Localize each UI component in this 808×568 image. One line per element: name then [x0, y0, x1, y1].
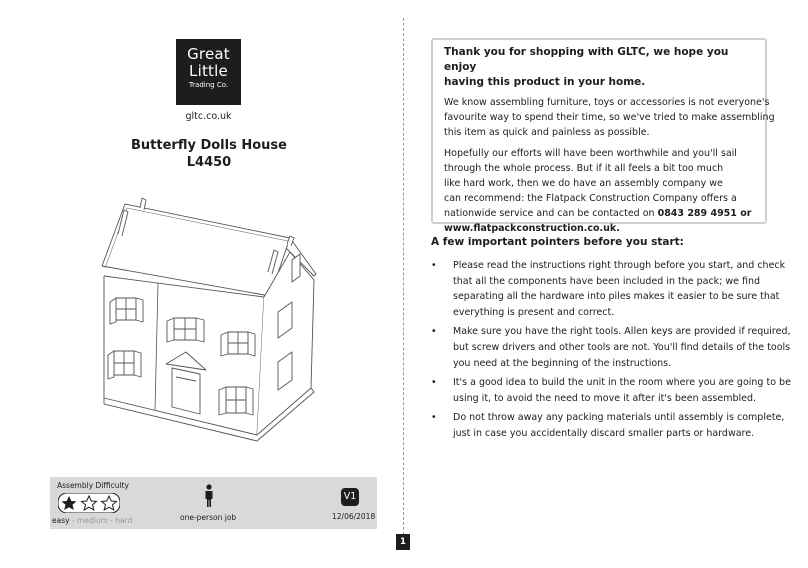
scale-easy: easy	[52, 516, 70, 525]
one-person-label: one-person job	[180, 513, 237, 522]
dolls-house-illustration	[92, 192, 320, 442]
document-date: 12/06/2018	[332, 512, 376, 521]
bullet-icon: •	[431, 412, 437, 424]
paragraph-line: can recommend: the Flatpack Construction Company offers a	[444, 193, 737, 204]
paragraph-line: We know assembling furniture, toys or accessories is not everyone's	[444, 97, 770, 108]
thank-you-heading	[444, 45, 756, 90]
assembly-url[interactable]: www.flatpackconstruction.co.uk.	[444, 223, 620, 234]
paragraph-line: Hopefully our efforts will have been worthwhile and you'll sail	[444, 148, 737, 159]
pointer-line: just in case you accidentally discard smaller parts or hardware.	[453, 427, 755, 439]
thank-you-paragraph	[444, 95, 775, 140]
paragraph-line	[444, 221, 756, 236]
pointer-line: separating all the hardware into piles makes it easier to be sure that	[453, 291, 780, 303]
logo-line-great: Great	[187, 45, 230, 63]
bullet-icon: •	[431, 326, 437, 338]
pointer-line: you need at the beginning of the instructions.	[453, 357, 672, 369]
version-badge: V1	[341, 488, 359, 506]
service-text: nationwide service and can be contacted on	[444, 208, 658, 219]
website: gltc.co.uk	[185, 111, 232, 122]
page-number: 1	[396, 534, 410, 550]
brand-logo	[176, 39, 241, 105]
assembly-service-paragraph	[444, 146, 756, 236]
pointer-line: Please read the instructions right through before you start, and check	[453, 260, 786, 271]
person-icon	[202, 484, 216, 508]
pointers-list	[431, 258, 791, 446]
logo-line-little: Little	[189, 62, 228, 80]
pointers-heading: A few important pointers before you start:	[431, 236, 684, 248]
pointer-line: but screw drivers and other tools are not. You'll find details of the tools	[453, 341, 791, 353]
paragraph-line: through the whole process. But if it all feels a bit too much	[444, 163, 724, 174]
pointer-item	[431, 375, 791, 406]
bullet-icon: •	[431, 260, 437, 271]
pointer-item	[431, 258, 786, 320]
pointer-line: using it, to avoid the need to move it after it's been assembled.	[453, 392, 757, 404]
phone-number: 0843 289 4951 or	[657, 208, 752, 219]
product-name: Butterfly Dolls House	[131, 138, 287, 153]
pointer-line: It's a good idea to build the unit in the room where you are going to be	[453, 377, 791, 389]
scale-rest: - medium - hard	[69, 516, 133, 525]
paragraph-line: favourite way to spend their time, so we've tried to make assembling	[444, 112, 775, 123]
difficulty-rating	[58, 493, 120, 513]
page-divider	[403, 18, 404, 550]
pointer-line: Do not throw away any packing materials until assembly is complete,	[453, 412, 785, 424]
product-code: L4450	[186, 155, 232, 170]
thank-you-box	[431, 38, 775, 234]
difficulty-label: Assembly Difficulty	[57, 481, 129, 490]
paragraph-line	[444, 206, 756, 221]
bullet-icon: •	[431, 377, 437, 389]
pointer-line: everything is present and correct.	[453, 306, 615, 318]
heading-line: having this product in your home.	[444, 76, 646, 88]
pointer-line: that all the components have been included in the pack; we find	[453, 275, 761, 287]
pointer-line: Make sure you have the right tools. Allen keys are provided if required,	[453, 326, 791, 338]
logo-line-trading: Trading Co.	[188, 81, 229, 89]
paragraph-line: like hard work, then we do have an assembly company we	[444, 178, 723, 189]
pointer-item	[431, 324, 791, 371]
product-title	[110, 137, 308, 171]
pointer-item	[431, 410, 785, 441]
heading-line: Thank you for shopping with GLTC, we hope you enjoy	[444, 46, 729, 73]
difficulty-scale	[52, 516, 132, 525]
paragraph-line: this item as quick and painless as possible.	[444, 127, 650, 138]
